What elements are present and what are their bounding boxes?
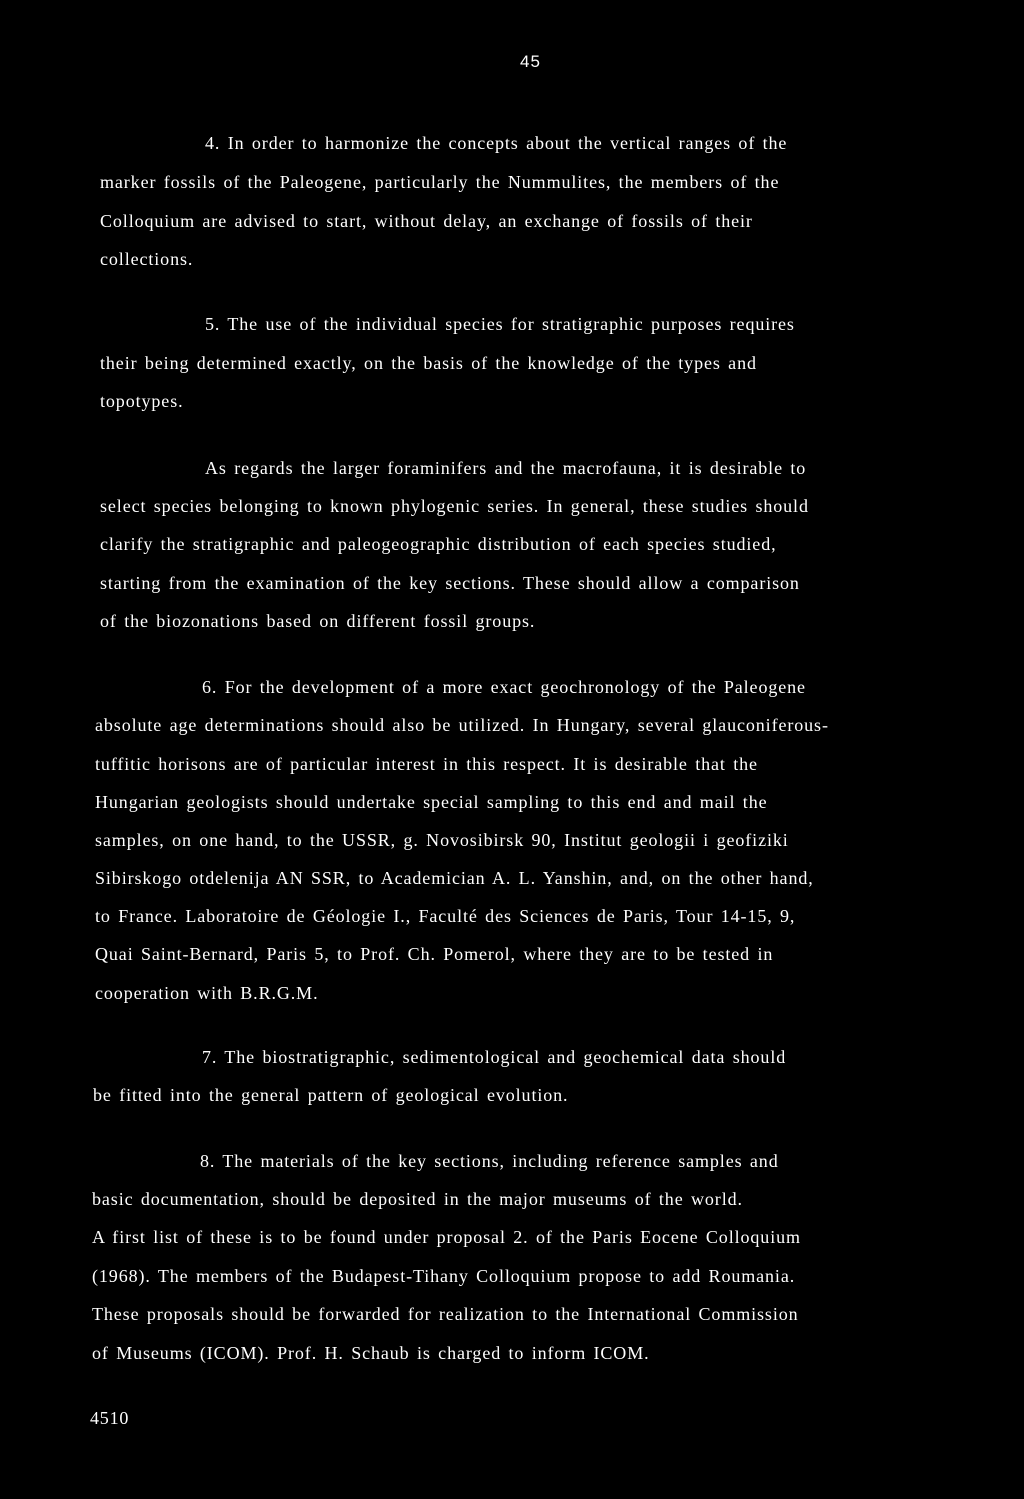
paragraph-5-line-2: their being determined exactly, on the basis of the knowledge of the types and [100,353,757,373]
paragraph-5b-line-4: starting from the examination of the key sections. These should allow a comparison [100,573,800,593]
paragraph-6-line-5: samples, on one hand, to the USSR, g. Novosibirsk 90, Institut geologii i geofiziki [95,830,789,850]
paragraph-5b-line-5: of the biozonations based on different fossil groups. [100,611,536,631]
paragraph-8-line-6: of Museums (ICOM). Prof. H. Schaub is charged to inform ICOM. [92,1343,650,1363]
paragraph-8-line-2: basic documentation, should be deposited in the major museums of the world. [92,1189,743,1209]
paragraph-8-line-1: 8. The materials of the key sections, including reference samples and [200,1151,779,1171]
paragraph-7-line-1: 7. The biostratigraphic, sedimentological and geochemical data should [202,1047,787,1067]
paragraph-4-line-4: collections. [100,249,194,269]
paragraph-5-line-1: 5. The use of the individual species for stratigraphic purposes requires [205,314,795,334]
paragraph-5b-line-1: As regards the larger foraminifers and the macrofauna, it is desirable to [205,458,807,478]
footer-code: 4510 [90,1408,130,1428]
paragraph-4-line-2: marker fossils of the Paleogene, particularly the Nummulites, the members of the [100,172,780,192]
paragraph-6-line-3: tuffitic horisons are of particular interest in this respect. It is desirable that the [95,754,758,774]
paragraph-6-line-4: Hungarian geologists should undertake special sampling to this end and mail the [95,792,768,812]
paragraph-6-line-8: Quai Saint-Bernard, Paris 5, to Prof. Ch. Pomerol, where they are to be tested in [95,944,774,964]
paragraph-6-line-1: 6. For the development of a more exact geochronology of the Paleogene [202,677,806,697]
paragraph-5b-line-2: select species belonging to known phylogenic series. In general, these studies should [100,496,809,516]
paragraph-4-line-3: Colloquium are advised to start, without delay, an exchange of fossils of their [100,211,753,231]
paragraph-8-line-4: (1968). The members of the Budapest-Tihany Colloquium propose to add Roumania. [92,1266,796,1286]
paragraph-8-line-3: A first list of these is to be found under proposal 2. of the Paris Eocene Colloquium [92,1227,801,1247]
paragraph-6-line-7: to France. Laboratoire de Géologie I., Faculté des Sciences de Paris, Tour 14-15, 9, [95,906,796,926]
paragraph-4-line-1: 4. In order to harmonize the concepts about the vertical ranges of the [205,133,788,153]
paragraph-6-line-2: absolute age determinations should also be utilized. In Hungary, several glauconiferous- [95,715,829,735]
paragraph-7-line-2: be fitted into the general pattern of geological evolution. [93,1085,569,1105]
paragraph-6-line-9: cooperation with B.R.G.M. [95,983,319,1003]
paragraph-5b-line-3: clarify the stratigraphic and paleogeographic distribution of each species studied, [100,534,777,554]
paragraph-8-line-5: These proposals should be forwarded for realization to the International Commission [92,1304,799,1324]
page-number: 45 [520,52,541,71]
paragraph-5-line-3: topotypes. [100,391,184,411]
paragraph-6-line-6: Sibirskogo otdelenija AN SSR, to Academician A. L. Yanshin, and, on the other hand, [95,868,814,888]
